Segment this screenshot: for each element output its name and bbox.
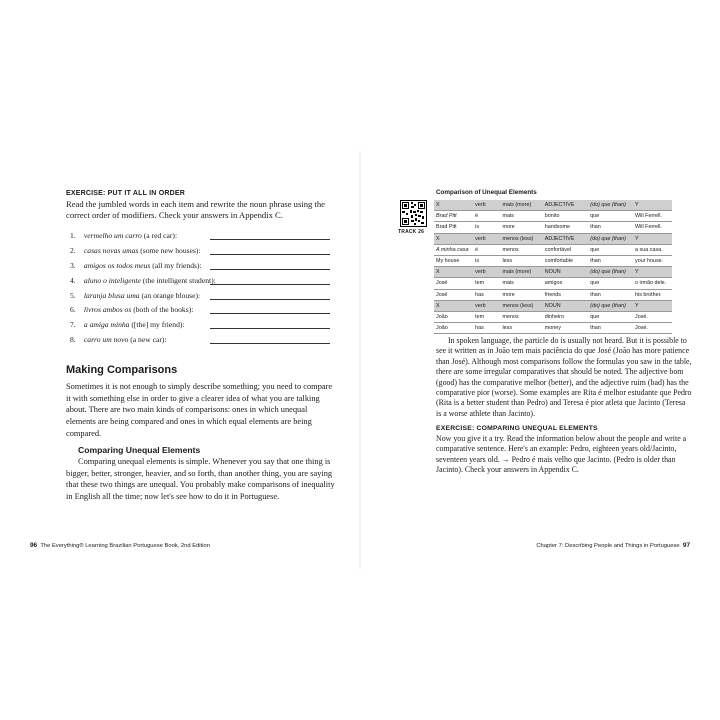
exercise-item xyxy=(70,229,340,244)
table-cell: more xyxy=(500,289,542,300)
exercise-comparing-heading: EXERCISE: COMPARING UNEQUAL ELEMENTS xyxy=(436,425,598,432)
exercise-item xyxy=(70,274,340,289)
table-cell: verb xyxy=(473,233,500,244)
table-cell: que xyxy=(588,211,633,222)
table-cell: verb xyxy=(473,300,500,311)
table-cell: que xyxy=(588,278,633,289)
answer-line[interactable] xyxy=(210,299,330,300)
table-row xyxy=(434,222,672,233)
table-cell: is xyxy=(473,256,500,267)
table-cell: é xyxy=(473,211,500,222)
right-footer xyxy=(536,542,690,549)
table-cell: than xyxy=(588,323,633,334)
exercise-heading: EXERCISE: PUT IT ALL IN ORDER xyxy=(66,190,185,197)
exercise-item xyxy=(70,289,340,304)
right-page xyxy=(360,0,720,720)
item-english: (both of the books): xyxy=(133,305,194,315)
answer-line[interactable] xyxy=(210,328,330,329)
item-number: 4. xyxy=(70,275,76,285)
table-cell: comfortable xyxy=(543,256,589,267)
table-cell: has xyxy=(473,289,500,300)
left-footer xyxy=(30,542,210,549)
table-cell: X xyxy=(434,300,473,311)
item-portuguese: a amiga minha xyxy=(83,320,130,330)
spoken-language-paragraph: In spoken language, the particle do is usually not heard. But it is possible to see it written as in João tem mais paciência do que José (João has more patience than José). Although most comparisons follow the formulas you saw in the table, there are some irregular comparatives that should be noted. The adjective bom (good) has the comparative melhor (better), and the adjective ruim (bad) has the comparative pior (worse). Some examples are Rita é melhor estudante que Pedro (Rita is a better student than Pedro) and Teresa é pior atleta que Jacinto (Teresa is a worse athlete than Jacinto). xyxy=(436,336,692,418)
table-cell: NOUN xyxy=(543,267,589,278)
table-cell: (do) que (than) xyxy=(588,200,633,211)
item-portuguese: vermelho um carro xyxy=(83,231,142,240)
table-cell: Will Ferrell. xyxy=(633,222,672,233)
table-cell: Y xyxy=(633,267,672,278)
table-cell: your house. xyxy=(633,256,672,267)
table-cell: money xyxy=(543,323,589,334)
track-label: TRACK 26 xyxy=(398,229,425,235)
table-cell: more xyxy=(500,222,542,233)
table-row xyxy=(434,289,672,300)
table-cell: A minha casa xyxy=(434,244,473,255)
item-portuguese: amigos os todos meus xyxy=(83,260,151,270)
exercise-list xyxy=(70,229,340,348)
table-row xyxy=(434,278,672,289)
table-cell: My house xyxy=(434,256,473,267)
table-header-row xyxy=(434,200,672,211)
item-number: 8. xyxy=(70,335,76,345)
table-cell: handsome xyxy=(543,222,589,233)
table-row xyxy=(434,256,672,267)
item-english: (some new houses): xyxy=(140,245,201,255)
table-cell: is xyxy=(473,222,500,233)
item-number: 5. xyxy=(70,290,76,300)
table-cell: less xyxy=(500,256,542,267)
table-cell: que xyxy=(588,312,633,323)
item-english: (all my friends): xyxy=(152,260,202,270)
answer-line[interactable] xyxy=(210,254,330,255)
table-cell: X xyxy=(434,200,473,211)
table-cell: mais (more) xyxy=(500,200,542,211)
sub-paragraph: Comparing unequal elements is simple. Whenever you say that one thing is bigger, better, stronger, heavier, and so forth, than another thing, you are saying that these two things are unequal. You probably make comparisons of inequality in English all the time; now let's see how to do it in Portuguese. xyxy=(66,457,335,502)
table-cell: Y xyxy=(633,300,672,311)
answer-line[interactable] xyxy=(210,239,330,240)
table-cell: José xyxy=(434,278,473,289)
item-portuguese: casas novas umas xyxy=(83,245,139,255)
exercise-comparing-text: Now you give it a try. Read the information below about the people and write a comparative sentence. Here's an example: Pedro, eighteen years old/Jacinto, seventeen years old. → Pedro é mais velho que Jacinto. (Pedro is older than Jacinto). Check your answers in Appendix C. xyxy=(436,434,687,475)
item-number: 3. xyxy=(70,260,76,270)
table-cell: verb xyxy=(473,200,500,211)
table-header-row xyxy=(434,300,672,311)
exercise-item xyxy=(70,303,340,318)
exercise-item xyxy=(70,259,340,274)
table-cell: has xyxy=(473,323,500,334)
item-number: 1. xyxy=(70,231,76,240)
item-english: (a new car): xyxy=(130,335,167,345)
table-cell: X xyxy=(434,267,473,278)
table-cell: (do) que (than) xyxy=(588,233,633,244)
table-cell: Will Ferrell. xyxy=(633,211,672,222)
table-cell: João xyxy=(434,323,473,334)
comparison-table xyxy=(434,200,672,334)
table-cell: a sua casa. xyxy=(633,244,672,255)
table-title: Comparison of Unequal Elements xyxy=(436,189,537,196)
table-header-row xyxy=(434,267,672,278)
answer-line[interactable] xyxy=(210,313,330,314)
table-cell: Y xyxy=(633,200,672,211)
table-row xyxy=(434,244,672,255)
exercise-item xyxy=(70,244,340,259)
table-cell: menos (less) xyxy=(500,233,542,244)
table-cell: confortável xyxy=(543,244,589,255)
table-cell: ADJECTIVE xyxy=(543,200,589,211)
table-cell: tem xyxy=(473,312,500,323)
item-number: 2. xyxy=(70,245,76,255)
table-cell: mais (more) xyxy=(500,267,542,278)
table-cell: friends xyxy=(543,289,589,300)
item-english: ([the] my friend): xyxy=(131,320,185,330)
table-cell: que xyxy=(588,244,633,255)
table-cell: é xyxy=(473,244,500,255)
table-cell: ADJECTIVE xyxy=(543,233,589,244)
item-portuguese: livros ambos os xyxy=(83,305,132,315)
table-cell: less xyxy=(500,323,542,334)
table-cell: than xyxy=(588,222,633,233)
item-english: (a red car): xyxy=(143,231,178,240)
table-cell: than xyxy=(588,256,633,267)
item-number: 7. xyxy=(70,320,76,330)
table-cell: Brad Pitt xyxy=(434,211,473,222)
table-cell: Brad Pitt xyxy=(434,222,473,233)
table-cell: than xyxy=(588,289,633,300)
table-cell: menos (less) xyxy=(500,300,542,311)
table-cell: tem xyxy=(473,278,500,289)
table-cell: menos xyxy=(500,244,542,255)
table-cell: verb xyxy=(473,267,500,278)
table-row xyxy=(434,211,672,222)
table-cell: José. xyxy=(633,312,672,323)
exercise-item xyxy=(70,318,340,333)
answer-line[interactable] xyxy=(210,343,330,344)
table-row xyxy=(434,312,672,323)
qr-code-icon[interactable] xyxy=(400,200,427,227)
page-number: 96 xyxy=(30,542,38,549)
item-portuguese: aluno o inteligente xyxy=(83,275,141,285)
item-english: (the intelligent student): xyxy=(142,275,216,285)
table-cell: NOUN xyxy=(543,300,589,311)
answer-line[interactable] xyxy=(210,284,330,285)
table-cell: his brother. xyxy=(633,289,672,300)
intro-paragraph: Sometimes it is not enough to simply describe something; you need to compare it with something else in order to give a clearer idea of what you are talking about. There are two main kinds of comparisons: ones in which unequal elements are being compared and ones in which equal elements are being compared. xyxy=(66,382,333,438)
footer-text: Chapter 7: Describing People and Things in Portuguese xyxy=(536,543,680,549)
table-cell: dinheiro xyxy=(543,312,589,323)
answer-line[interactable] xyxy=(210,269,330,270)
item-portuguese: laranja blusa uma xyxy=(83,290,140,300)
table-cell: mais xyxy=(500,211,542,222)
table-cell: (do) que (than) xyxy=(588,267,633,278)
section-heading: Making Comparisons xyxy=(66,364,178,376)
subheading: Comparing Unequal Elements xyxy=(78,445,201,455)
table-cell: João xyxy=(434,312,473,323)
footer-text: The Everything® Learning Brazilian Portuguese Book, 2nd Edition xyxy=(40,543,210,549)
item-english: (an orange blouse): xyxy=(141,290,201,300)
table-header-row xyxy=(434,233,672,244)
exercise-instructions: Read the jumbled words in each item and rewrite the noun phrase using the correct order of modifiers. Check your answers in Appendix C. xyxy=(66,199,325,221)
table-cell: José xyxy=(434,289,473,300)
table-cell: menos xyxy=(500,312,542,323)
table-cell: o irmão dele. xyxy=(633,278,672,289)
page-number: 97 xyxy=(682,542,690,549)
table-cell: X xyxy=(434,233,473,244)
table-cell: bonito xyxy=(543,211,589,222)
table-cell: mais xyxy=(500,278,542,289)
table-row xyxy=(434,323,672,334)
table-cell: amigos xyxy=(543,278,589,289)
table-cell: Y xyxy=(633,233,672,244)
exercise-item xyxy=(70,333,340,348)
item-number: 6. xyxy=(70,305,76,315)
table-cell: José. xyxy=(633,323,672,334)
item-portuguese: carro um novo xyxy=(83,335,129,345)
table-cell: (do) que (than) xyxy=(588,300,633,311)
